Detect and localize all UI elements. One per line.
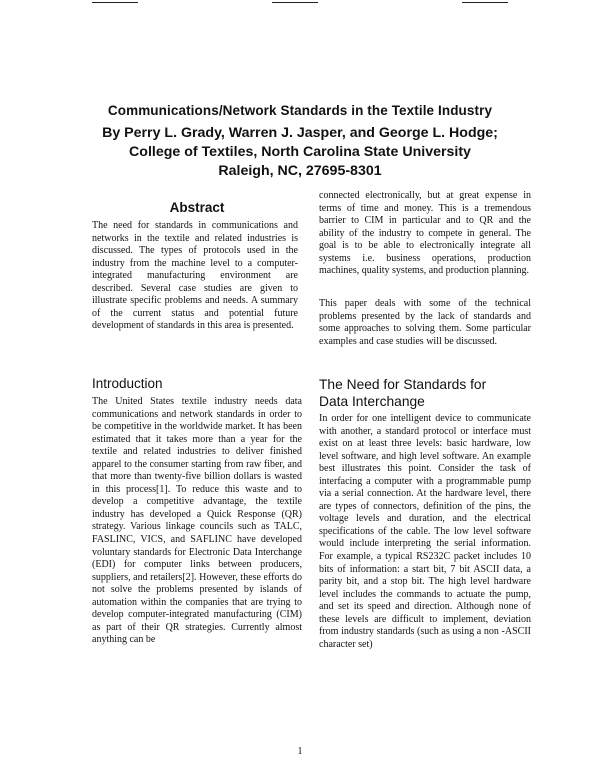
- header-rule-left: [92, 2, 138, 3]
- introduction-text: The United States textile industry needs data communications and network standards in order to be competitive in the worldwide market. It has been estimated that it takes more than a year for the textile and related industries to deliver finished apparel to the consumer starting from raw fiber, and that more than twenty-five billion dollars is wasted in this process[1]. To reduce this waste and to develop a competitive advantage, the textile industry has developed a Quick Response (QR) strategy. Various linkage councils such as TALC, FASLINC, VICS, and SAFLINC have developed voluntary standards for Electronic Data Interchange (EDI) for computer links between producers, suppliers, and retailers[2]. However, these efforts do not solve the problems presented by islands of automation within the companies that are trying to develop computer-integrated manufacturing (CIM) as part of their QR strategies. Currently almost anything can be: [92, 396, 302, 646]
- page-number: 1: [297, 746, 303, 757]
- header-rule-center: [272, 2, 318, 3]
- need-heading-line1: The Need for Standards for: [319, 377, 487, 392]
- author-names: By Perry L. Grady, Warren J. Jasper, and George L. Hodge;: [102, 125, 498, 141]
- abstract-heading: Abstract: [169, 200, 225, 215]
- author-block: [0, 124, 600, 181]
- paper-title: Communications/Network Standards in the Textile Industry: [107, 103, 493, 119]
- introduction-heading: Introduction: [92, 376, 163, 391]
- scope-paragraph: This paper deals with some of the technical problems presented by the lack of standards and some approaches to solving them. Some particular examples and case studies will be discussed.: [319, 298, 531, 347]
- author-address: Raleigh, NC, 27695-8301: [218, 163, 382, 179]
- need-for-standards-text: In order for one intelligent device to communicate with another, a standard protocol or interface must exist on at least three levels: basic hardware, low level software, and high level software. An example best illustrates this point. Consider the task of interfacing a computer with a programmable pump via a serial connection. At the hardware level, there are types of connectors, definition of the pins, the voltage levels and duration, and the electrical specifications of the cable. The low level software would include interpreting the serial information. For example, a typical RS232C packet includes 10 bits of information: a start bit, 7 bit ASCII data, a parity bit, and a stop bit. The high level hardware level includes the commands to actuate the pump, and set its speed and direction. Although none of these levels are difficult to implement, deviation from industry standards (such as using a non -ASCII character set): [319, 413, 531, 650]
- header-rule-right: [462, 2, 508, 3]
- author-affiliation: College of Textiles, North Carolina State University: [129, 144, 471, 160]
- abstract-text: The need for standards in communications and networks in the textile and related industries is discussed. The types of protocols used in the industry from the machine level to a computer-integrated manufacturing environment are described. Several case studies are given to illustrate specific problems and needs. A summary of the current status and potential future development of standards in this area is presented.: [92, 220, 298, 332]
- need-for-standards-heading: [319, 376, 571, 410]
- introduction-continuation: connected electronically, but at great expense in terms of time and money. This is a tremendous barrier to CIM in particular and to QR and the ability of the industry to compete in general. The goal is to be able to electronically integrate all systems i.e. business operations, production machines, quality systems, and production planning.: [319, 190, 531, 277]
- need-heading-line2: Data Interchange: [319, 394, 425, 409]
